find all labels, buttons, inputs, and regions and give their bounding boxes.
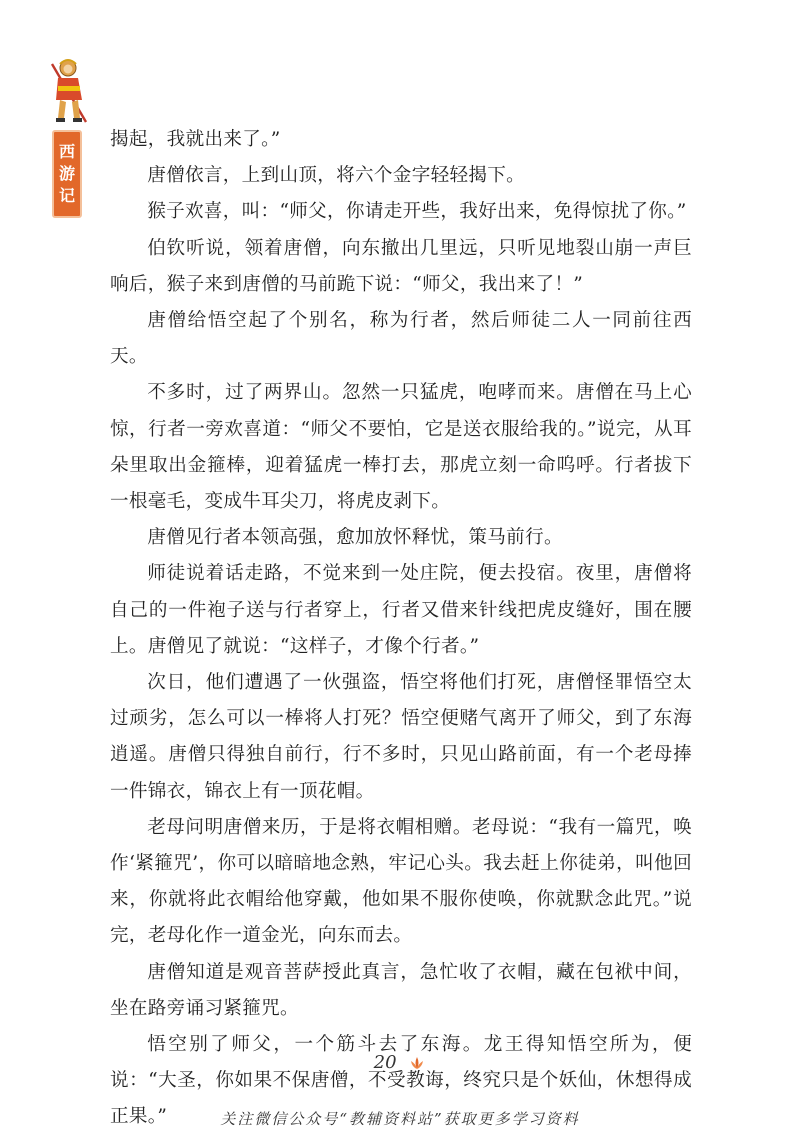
- book-title-tab: [52, 130, 82, 218]
- book-title-char: 游: [58, 164, 75, 183]
- footer-note: 关注微信公众号“教辅资料站”获取更多学习资料: [220, 1110, 580, 1128]
- paragraph: 次日，他们遭遇了一伙强盗，悟空将他们打死，唐僧怪罪悟空太过顽劣，怎么可以一棒将人打死？悟空便赌气离开了师父，到了东海逍遥。唐僧只得独自前行，行不多时，只见山路前面，有一个老母捧一件锦衣，锦衣上有一顶花帽。: [110, 672, 692, 802]
- page-number-text: 20: [373, 1052, 397, 1073]
- paragraph: 悟空别了师父，一个筋斗去了东海。龙王得知悟空所为，便说：“大圣，你如果不保唐僧，不受教诲，终究只是个妖仙，休想得成正果。”: [110, 1034, 692, 1128]
- page-body: [110, 122, 692, 1136]
- paragraph: 唐僧见行者本领高强，愈加放怀释忧，策马前行。: [147, 527, 563, 549]
- monkey-king-illustration-icon: [46, 56, 92, 126]
- paragraph: 不多时，过了两界山。忽然一只猛虎，咆哮而来。唐僧在马上心惊，行者一旁欢喜道：“师父不要怕，它是送衣服给我的。”说完，从耳朵里取出金箍棒，迎着猛虎一棒打去，那虎立刻一命呜呼。行者拔下一根毫毛，变成牛耳尖刀，将虎皮剥下。: [110, 382, 692, 513]
- paragraph: 师徒说着话走路，不觉来到一处庄院，便去投宿。夜里，唐僧将自己的一件袍子送与行者穿上，行者又借来针线把虎皮缝好，围在腰上。唐僧见了就说：“这样子，才像个行者。”: [110, 563, 692, 657]
- paragraph: 揭起，我就出来了。”: [110, 129, 281, 150]
- paragraph: 猴子欢喜，叫：“师父，你请走开些，我好出来，免得惊扰了你。”: [147, 201, 687, 223]
- book-title-char: 西: [58, 142, 75, 161]
- paragraph: 唐僧给悟空起了个别名，称为行者，然后师徒二人一同前往西天。: [110, 310, 692, 368]
- book-title-char: 记: [58, 186, 75, 205]
- lotus-ornament-icon: [408, 1056, 426, 1070]
- paragraph: 唐僧知道是观音菩萨授此真言，急忙收了衣帽，藏在包袱中间，坐在路旁诵习紧箍咒。: [110, 961, 692, 1019]
- paragraph: 伯钦听说，领着唐僧，向东撤出几里远，只听见地裂山崩一声巨响后，猴子来到唐僧的马前跪下说：“师父，我出来了！”: [110, 237, 692, 295]
- paragraph: 老母问明唐僧来历，于是将衣帽相赠。老母说：“我有一篇咒，唤作‘紧箍咒’，你可以暗暗地念熟，牢记心头。我去赶上你徒弟，叫他回来，你就将此衣帽给他穿戴，他如果不服你使唤，你就默念此咒。”说完，老母化作一道金光，向东而去。: [110, 816, 692, 947]
- paragraph: 唐僧依言，上到山顶，将六个金字轻轻揭下。: [147, 165, 526, 187]
- page-number: [0, 1052, 800, 1073]
